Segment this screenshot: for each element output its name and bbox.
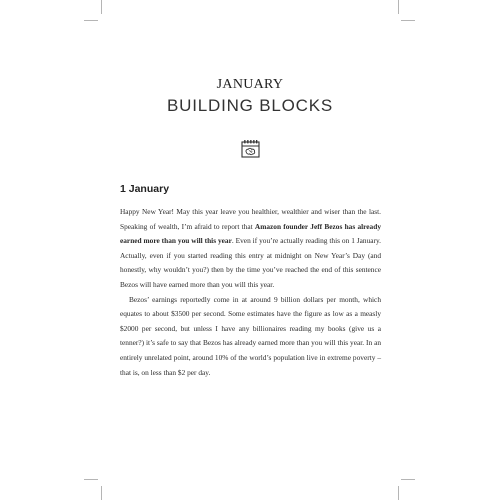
paragraph-text: . Even if you’re actually reading this on 1 January. Actually, even if you started reading this entry at midnight on New Year’s Day (and honestly, why wouldn’t you?) then by the time you’ve reached the end of this sentence Bezos will have earned more than you will this year. xyxy=(120,236,381,289)
paragraph-text: Happy New Year! May this year leave you healthier, wealthier and wiser than the last. Speaking of wealth, I’m afraid to report that xyxy=(120,207,381,231)
crop-mark xyxy=(101,0,102,14)
crop-mark xyxy=(401,479,415,480)
calendar-icon xyxy=(240,138,261,159)
entry-title: 1 January xyxy=(120,183,170,195)
crop-mark xyxy=(84,20,98,21)
crop-mark xyxy=(398,0,399,14)
crop-mark xyxy=(401,20,415,21)
book-page xyxy=(119,0,381,500)
paragraph-text: Bezos’ earnings reportedly come in at around 9 billion dollars per month, which equates to about $3500 per second. Some estimates have the figure as low as a measly $2000 per second, but unless I have any billionaires reading my books (give us a tenner?) it’s safe to say that Bezos has already earned more than you will this year. In an entirely unrelated point, around 10% of the world’s population live in extreme poverty – that is, on less than $2 per day. xyxy=(120,294,381,377)
crop-mark xyxy=(101,486,102,500)
chapter-month: JANUARY xyxy=(216,77,284,92)
entry-body xyxy=(120,205,381,380)
crop-mark xyxy=(398,486,399,500)
paragraph xyxy=(120,205,381,293)
bold-text: Amazon founder Jeff Bezos has already earned more than you will this year xyxy=(120,221,381,246)
paragraph xyxy=(120,293,381,381)
crop-mark xyxy=(84,479,98,480)
chapter-subtitle: BUILDING BLOCKS xyxy=(167,96,333,115)
